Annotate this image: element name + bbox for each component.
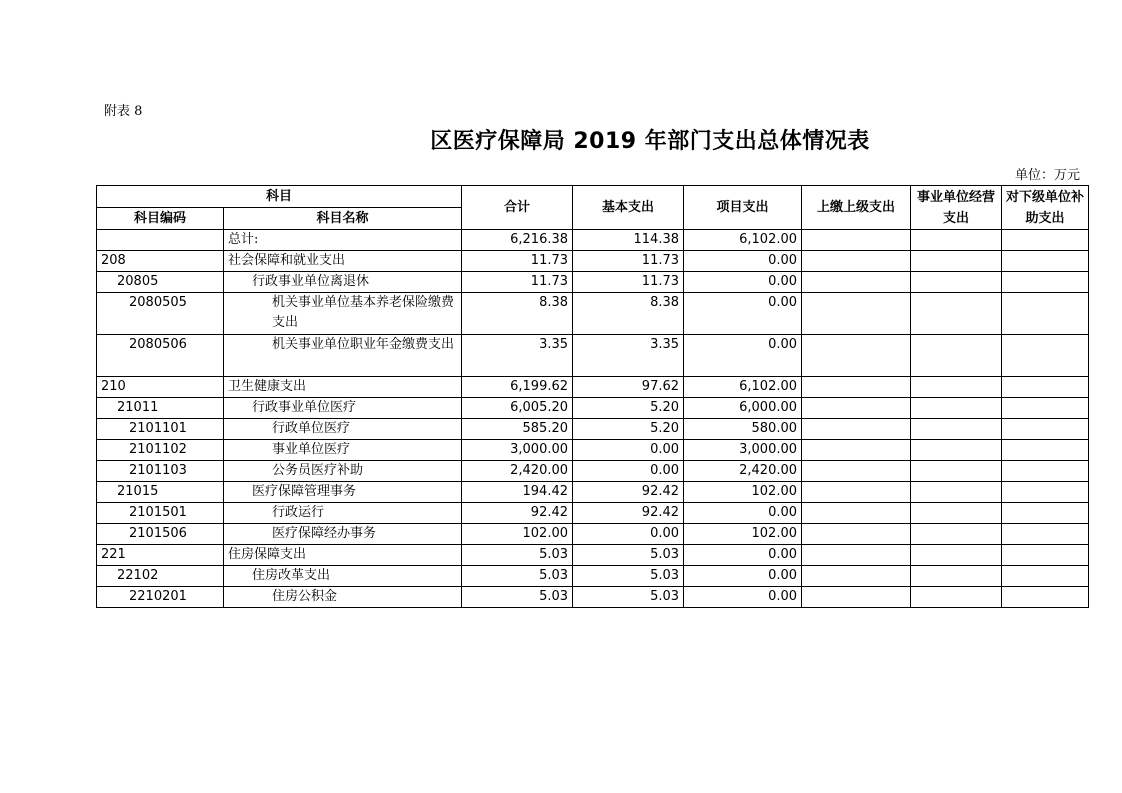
cell-project: 0.00 — [684, 335, 802, 377]
table-row — [97, 272, 1089, 293]
cell-total: 3.35 — [462, 335, 573, 377]
cell-subject-name: 行政单位医疗 — [224, 419, 462, 440]
table-row — [97, 230, 1089, 251]
cell-lower — [1002, 419, 1089, 440]
cell-lower — [1002, 230, 1089, 251]
cell-subject-name: 卫生健康支出 — [224, 377, 462, 398]
header-business: 事业单位经营支出 — [911, 186, 1002, 230]
cell-project: 0.00 — [684, 503, 802, 524]
table-row — [97, 398, 1089, 419]
header-subject-name: 科目名称 — [224, 208, 462, 230]
cell-upper — [802, 377, 911, 398]
cell-total: 92.42 — [462, 503, 573, 524]
header-lower: 对下级单位补助支出 — [1002, 186, 1089, 230]
page-title: 区医疗保障局 2019 年部门支出总体情况表 — [430, 129, 870, 154]
cell-basic: 97.62 — [573, 377, 684, 398]
cell-subject-name: 总计: — [224, 230, 462, 251]
cell-upper — [802, 587, 911, 608]
cell-total: 11.73 — [462, 272, 573, 293]
header-subject-code: 科目编码 — [97, 208, 224, 230]
cell-subject-name: 机关事业单位基本养老保险缴费支出 — [224, 293, 462, 335]
cell-subject-code: 221 — [97, 545, 224, 566]
cell-subject-name: 行政运行 — [224, 503, 462, 524]
cell-basic: 114.38 — [573, 230, 684, 251]
cell-upper — [802, 503, 911, 524]
cell-lower — [1002, 503, 1089, 524]
cell-basic: 0.00 — [573, 461, 684, 482]
cell-project: 0.00 — [684, 272, 802, 293]
cell-upper — [802, 419, 911, 440]
cell-subject-code: 2080506 — [97, 335, 224, 377]
expenditure-table — [96, 185, 1089, 608]
cell-business — [911, 335, 1002, 377]
cell-subject-name: 机关事业单位职业年金缴费支出 — [224, 335, 462, 377]
cell-subject-code: 2101101 — [97, 419, 224, 440]
cell-subject-code: 2080505 — [97, 293, 224, 335]
annex-label: 附表 8 — [104, 104, 143, 119]
cell-basic: 5.03 — [573, 587, 684, 608]
cell-total: 585.20 — [462, 419, 573, 440]
cell-upper — [802, 461, 911, 482]
cell-upper — [802, 251, 911, 272]
cell-total: 102.00 — [462, 524, 573, 545]
cell-project: 102.00 — [684, 482, 802, 503]
cell-business — [911, 272, 1002, 293]
header-upper: 上缴上级支出 — [802, 186, 911, 230]
cell-basic: 3.35 — [573, 335, 684, 377]
cell-total: 6,005.20 — [462, 398, 573, 419]
table-body — [97, 230, 1089, 608]
cell-upper — [802, 230, 911, 251]
cell-lower — [1002, 587, 1089, 608]
cell-lower — [1002, 461, 1089, 482]
cell-project: 6,102.00 — [684, 230, 802, 251]
cell-subject-name: 医疗保障管理事务 — [224, 482, 462, 503]
cell-basic: 92.42 — [573, 482, 684, 503]
cell-business — [911, 587, 1002, 608]
cell-subject-code: 2101501 — [97, 503, 224, 524]
cell-business — [911, 545, 1002, 566]
cell-subject-name: 行政事业单位离退休 — [224, 272, 462, 293]
cell-upper — [802, 398, 911, 419]
cell-lower — [1002, 545, 1089, 566]
cell-project: 0.00 — [684, 545, 802, 566]
cell-upper — [802, 335, 911, 377]
cell-subject-name: 医疗保障经办事务 — [224, 524, 462, 545]
table-row — [97, 377, 1089, 398]
table-row — [97, 461, 1089, 482]
table-row — [97, 440, 1089, 461]
cell-subject-name: 公务员医疗补助 — [224, 461, 462, 482]
cell-business — [911, 524, 1002, 545]
cell-upper — [802, 272, 911, 293]
table-row — [97, 335, 1089, 377]
cell-business — [911, 566, 1002, 587]
cell-total: 6,216.38 — [462, 230, 573, 251]
cell-business — [911, 503, 1002, 524]
cell-subject-name: 行政事业单位医疗 — [224, 398, 462, 419]
header-total: 合计 — [462, 186, 573, 230]
cell-project: 0.00 — [684, 251, 802, 272]
cell-business — [911, 398, 1002, 419]
cell-upper — [802, 293, 911, 335]
cell-subject-code: 21015 — [97, 482, 224, 503]
cell-subject-code — [97, 230, 224, 251]
table-row — [97, 524, 1089, 545]
cell-lower — [1002, 293, 1089, 335]
cell-subject-code: 2101506 — [97, 524, 224, 545]
cell-subject-code: 22102 — [97, 566, 224, 587]
cell-lower — [1002, 398, 1089, 419]
cell-subject-code: 2101103 — [97, 461, 224, 482]
cell-business — [911, 482, 1002, 503]
cell-upper — [802, 482, 911, 503]
cell-lower — [1002, 440, 1089, 461]
cell-business — [911, 461, 1002, 482]
table-row — [97, 293, 1089, 335]
cell-business — [911, 293, 1002, 335]
cell-total: 6,199.62 — [462, 377, 573, 398]
table-row — [97, 251, 1089, 272]
cell-project: 0.00 — [684, 293, 802, 335]
cell-total: 11.73 — [462, 251, 573, 272]
cell-project: 6,102.00 — [684, 377, 802, 398]
cell-basic: 92.42 — [573, 503, 684, 524]
cell-subject-name: 住房公积金 — [224, 587, 462, 608]
cell-subject-code: 210 — [97, 377, 224, 398]
cell-business — [911, 419, 1002, 440]
cell-subject-name: 住房保障支出 — [224, 545, 462, 566]
cell-subject-code: 208 — [97, 251, 224, 272]
cell-total: 5.03 — [462, 545, 573, 566]
cell-subject-code: 2210201 — [97, 587, 224, 608]
cell-business — [911, 251, 1002, 272]
unit-label: 单位：万元 — [1014, 168, 1080, 183]
cell-subject-code: 21011 — [97, 398, 224, 419]
cell-subject-code: 2101102 — [97, 440, 224, 461]
cell-subject-name: 社会保障和就业支出 — [224, 251, 462, 272]
cell-basic: 5.20 — [573, 398, 684, 419]
cell-total: 2,420.00 — [462, 461, 573, 482]
cell-upper — [802, 440, 911, 461]
table-row — [97, 482, 1089, 503]
table-row — [97, 545, 1089, 566]
cell-basic: 8.38 — [573, 293, 684, 335]
cell-subject-code: 20805 — [97, 272, 224, 293]
cell-business — [911, 440, 1002, 461]
header-project: 项目支出 — [684, 186, 802, 230]
cell-subject-name: 住房改革支出 — [224, 566, 462, 587]
cell-project: 0.00 — [684, 587, 802, 608]
cell-project: 580.00 — [684, 419, 802, 440]
cell-project: 0.00 — [684, 566, 802, 587]
cell-project: 6,000.00 — [684, 398, 802, 419]
cell-basic: 11.73 — [573, 251, 684, 272]
cell-lower — [1002, 524, 1089, 545]
cell-lower — [1002, 482, 1089, 503]
cell-business — [911, 230, 1002, 251]
cell-lower — [1002, 272, 1089, 293]
cell-lower — [1002, 377, 1089, 398]
cell-upper — [802, 524, 911, 545]
cell-project: 3,000.00 — [684, 440, 802, 461]
cell-total: 5.03 — [462, 566, 573, 587]
cell-project: 102.00 — [684, 524, 802, 545]
table-row — [97, 566, 1089, 587]
cell-basic: 0.00 — [573, 524, 684, 545]
cell-basic: 11.73 — [573, 272, 684, 293]
cell-business — [911, 377, 1002, 398]
table-row — [97, 503, 1089, 524]
cell-upper — [802, 566, 911, 587]
cell-total: 8.38 — [462, 293, 573, 335]
cell-lower — [1002, 566, 1089, 587]
cell-total: 3,000.00 — [462, 440, 573, 461]
cell-subject-name: 事业单位医疗 — [224, 440, 462, 461]
cell-lower — [1002, 251, 1089, 272]
cell-total: 5.03 — [462, 587, 573, 608]
cell-lower — [1002, 335, 1089, 377]
cell-basic: 5.03 — [573, 545, 684, 566]
cell-basic: 5.03 — [573, 566, 684, 587]
cell-upper — [802, 545, 911, 566]
cell-basic: 0.00 — [573, 440, 684, 461]
cell-project: 2,420.00 — [684, 461, 802, 482]
cell-total: 194.42 — [462, 482, 573, 503]
table-row — [97, 587, 1089, 608]
header-subject: 科目 — [97, 186, 462, 208]
cell-basic: 5.20 — [573, 419, 684, 440]
table-row — [97, 419, 1089, 440]
header-basic: 基本支出 — [573, 186, 684, 230]
